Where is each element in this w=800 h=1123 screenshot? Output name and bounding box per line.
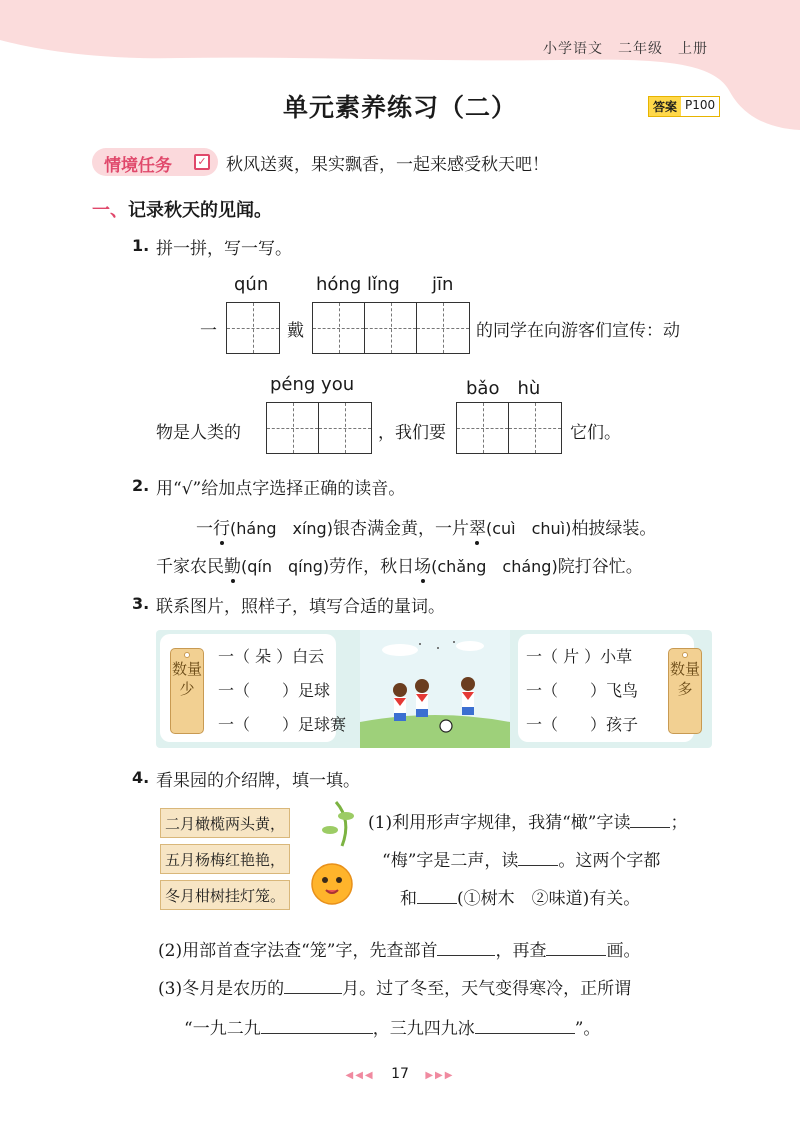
q3-prompt: 联系图片，照样子，填写合适的量词。 bbox=[156, 597, 445, 617]
q4-text: ”。 bbox=[574, 1019, 601, 1039]
q4-text: (3)冬月是农历的 bbox=[158, 979, 285, 999]
pinyin-hongling: hóng lǐng bbox=[316, 274, 400, 295]
q4-part2 bbox=[158, 936, 640, 961]
answer-page: P100 bbox=[681, 97, 719, 116]
orchard-sign bbox=[156, 800, 356, 916]
q2-l1-text: 一 bbox=[196, 519, 213, 539]
dotted-char: 行 bbox=[213, 514, 230, 539]
q4-part1-line2 bbox=[382, 846, 660, 871]
tag-hole-icon bbox=[682, 652, 688, 658]
section-number: 一、 bbox=[92, 200, 128, 221]
q1-text-line2-mid: ，我们要 bbox=[378, 423, 446, 443]
pinyin-choice[interactable]: (qín qíng) bbox=[241, 557, 330, 576]
answer-blank[interactable] bbox=[284, 976, 342, 994]
q1-prompt: 拼一拼，写一写。 bbox=[156, 239, 292, 259]
dotted-char: 场 bbox=[414, 552, 431, 577]
writing-cell[interactable] bbox=[313, 303, 365, 353]
answer-blank[interactable] bbox=[261, 1016, 373, 1034]
section-heading bbox=[92, 196, 272, 222]
check-icon: ✓ bbox=[194, 154, 210, 170]
answer-blank[interactable] bbox=[475, 1016, 575, 1034]
q2-line1 bbox=[196, 514, 656, 539]
task-text: 秋风送爽，果实飘香，一起来感受秋天吧！ bbox=[226, 155, 549, 175]
section-title: 记录秋天的见闻。 bbox=[128, 200, 272, 221]
q3-number: 3. bbox=[132, 594, 150, 613]
pinyin-pengyou: péng you bbox=[270, 374, 355, 395]
q4-number: 4. bbox=[132, 768, 150, 787]
measure-word-banner bbox=[156, 630, 712, 748]
writing-cell[interactable] bbox=[227, 303, 279, 353]
tag-many-label: 数量多 bbox=[669, 660, 700, 698]
q4-text: “一九二九 bbox=[184, 1019, 261, 1039]
writing-cell[interactable] bbox=[509, 403, 561, 453]
measure-row[interactable]: 一（ ）飞鸟 bbox=[526, 681, 639, 700]
q2-l2-text: 千家农民 bbox=[156, 557, 224, 577]
q2-l1-text: 柏披绿装。 bbox=[571, 519, 657, 539]
q2-l2-text: 劳作，秋日 bbox=[329, 557, 415, 577]
q4-text: 月。过了冬至，天气变得寒冷，正所谓 bbox=[342, 979, 632, 999]
answer-blank[interactable] bbox=[630, 810, 670, 828]
pinyin-choice[interactable]: (chǎng cháng) bbox=[431, 557, 558, 576]
q1-number: 1. bbox=[132, 236, 150, 255]
children-soccer-illustration bbox=[360, 630, 510, 748]
dotted-char: 翠 bbox=[469, 514, 486, 539]
q2-l1-text: 银杏满金黄，一片 bbox=[332, 519, 469, 539]
pinyin-choice[interactable]: (háng xíng) bbox=[230, 519, 333, 538]
answer-label: 答案 bbox=[649, 97, 681, 116]
answer-blank[interactable] bbox=[546, 938, 606, 956]
measure-row[interactable]: 一（ 片 ）小草 bbox=[526, 647, 633, 666]
page-number: 17 bbox=[391, 1066, 409, 1082]
q4-text: “梅”字是二声，读 bbox=[382, 851, 519, 871]
q1-text-yi: 一 bbox=[200, 321, 217, 341]
tag-hole-icon bbox=[184, 652, 190, 658]
pinyin-choice[interactable]: (cuì chuì) bbox=[485, 519, 572, 538]
answer-blank[interactable] bbox=[518, 848, 558, 866]
writing-grid-qun[interactable] bbox=[226, 302, 280, 354]
q4-text: ，三九四九冰 bbox=[372, 1019, 475, 1039]
left-arrows-icon: ◀◀◀ bbox=[345, 1070, 375, 1081]
sign-line: 二月橄榄两头黄， bbox=[160, 808, 290, 838]
writing-cell[interactable] bbox=[267, 403, 319, 453]
tag-few bbox=[170, 648, 204, 734]
q4-text: (2)用部首查字法查“笼”字，先查部首 bbox=[158, 941, 438, 961]
q4-part1-line3 bbox=[400, 884, 640, 909]
pinyin-qun: qún bbox=[234, 274, 269, 295]
measure-row[interactable]: 一（ ）足球赛 bbox=[218, 715, 347, 734]
page-footer bbox=[0, 1066, 800, 1082]
q2-l2-text: 院打谷忙。 bbox=[557, 557, 643, 577]
measure-row[interactable]: 一（ ）足球 bbox=[218, 681, 331, 700]
q4-text: 。这两个字都 bbox=[558, 851, 661, 871]
task-tag-label: 情境任务 bbox=[104, 156, 172, 176]
dotted-char: 勤 bbox=[224, 552, 241, 577]
q1-text-line1-end: 的同学在向游客们宣传：动 bbox=[476, 321, 680, 341]
answer-blank[interactable] bbox=[437, 938, 495, 956]
answer-badge bbox=[648, 96, 720, 117]
q4-part1-line1 bbox=[368, 808, 687, 833]
q4-part3-line2 bbox=[184, 1014, 600, 1039]
q2-prompt: 用“√”给加点字选择正确的读音。 bbox=[156, 479, 406, 499]
measure-row[interactable]: 一（ ）孩子 bbox=[526, 715, 639, 734]
q4-text: ，再查 bbox=[495, 941, 547, 961]
pinyin-baohu: bǎo hù bbox=[466, 378, 541, 399]
measure-row[interactable]: 一（ 朵 ）白云 bbox=[218, 647, 325, 666]
tag-few-label: 数量少 bbox=[171, 660, 202, 698]
sign-line: 五月杨梅红艳艳， bbox=[160, 844, 290, 874]
writing-cell[interactable] bbox=[417, 303, 469, 353]
right-arrows-icon: ▶▶▶ bbox=[425, 1070, 455, 1081]
orange-mascot-icon bbox=[306, 800, 358, 916]
writing-cell[interactable] bbox=[319, 403, 371, 453]
writing-grid-baohu[interactable] bbox=[456, 402, 562, 454]
q4-text: 和 bbox=[400, 889, 417, 909]
q1-text-dai: 戴 bbox=[287, 321, 304, 341]
writing-cell[interactable] bbox=[457, 403, 509, 453]
q4-text: ； bbox=[670, 813, 688, 833]
writing-grid-pengyou[interactable] bbox=[266, 402, 372, 454]
q1-text-line2-start: 物是人类的 bbox=[156, 423, 241, 443]
q4-text: 画。 bbox=[606, 941, 641, 961]
answer-blank[interactable] bbox=[417, 886, 457, 904]
tag-many bbox=[668, 648, 702, 734]
q2-line2 bbox=[156, 552, 643, 577]
q4-prompt: 看果园的介绍牌，填一填。 bbox=[156, 771, 360, 791]
q4-part3-line1 bbox=[158, 974, 631, 999]
q4-text: (①树木 ②味道)有关。 bbox=[457, 889, 641, 909]
sign-line: 冬月柑树挂灯笼。 bbox=[160, 880, 290, 910]
series-label: 小学语文 二年级 上册 bbox=[543, 41, 708, 57]
q4-text: (1)利用形声字规律，我猜“橄”字读 bbox=[368, 813, 631, 833]
writing-grid-honglingjin[interactable] bbox=[312, 302, 470, 354]
pinyin-jin: jīn bbox=[432, 274, 454, 295]
page-title: 单元素养练习（二） bbox=[282, 93, 517, 122]
writing-cell[interactable] bbox=[365, 303, 417, 353]
task-tag bbox=[92, 148, 218, 176]
q2-number: 2. bbox=[132, 476, 150, 495]
q1-text-line2-end: 它们。 bbox=[570, 423, 621, 443]
